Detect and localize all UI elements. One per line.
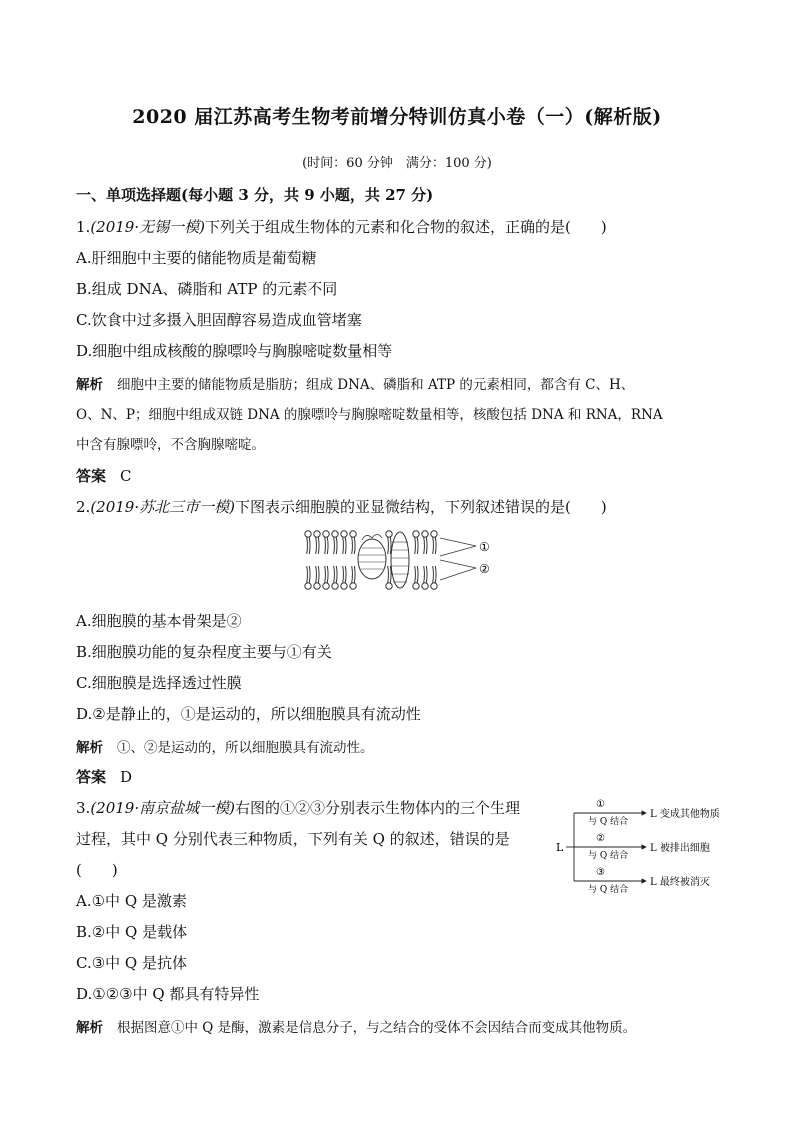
question-source: (2019·无锡一模): [90, 218, 205, 236]
branch-label: 与 Q 结合: [588, 851, 629, 861]
phospholipid-tail: [309, 537, 310, 554]
phospholipid-tail: [325, 537, 326, 554]
phospholipid-head: [350, 531, 356, 537]
phospholipid-head: [305, 531, 311, 537]
option-c: C.饮食中过多摄入胆固醇容易造成血管堵塞: [76, 311, 362, 329]
phospholipid-tail: [435, 566, 436, 583]
phospholipid-tail: [345, 537, 346, 554]
question-stem-line: ( ): [76, 861, 118, 879]
answer-line: [76, 465, 132, 486]
question-source: (2019·苏北三市一模): [90, 498, 235, 516]
phospholipid-head: [386, 531, 392, 537]
question-1: [76, 216, 607, 237]
phospholipid-tail: [334, 537, 335, 554]
answer-line: [76, 766, 132, 787]
option-b: B.组成 DNA、磷脂和 ATP 的元素不同: [76, 280, 338, 298]
phospholipid-tail: [334, 566, 335, 583]
option-a: A.细胞膜的基本骨架是②: [76, 612, 242, 630]
phospholipid-tail: [318, 537, 319, 554]
phospholipid-tail: [318, 566, 319, 583]
section-heading: 一、单项选择题(每小题 3 分，共 9 小题，共 27 分): [76, 186, 434, 204]
option-d: D.②是静止的，①是运动的，所以细胞膜具有流动性: [76, 705, 421, 723]
analysis-text: ①、②是运动的，所以细胞膜具有流动性。: [117, 740, 374, 756]
answer-value: C: [120, 467, 132, 485]
phospholipid-head: [314, 583, 320, 589]
phospholipid-tail: [354, 566, 355, 583]
phospholipid-tail: [388, 537, 389, 554]
phospholipid-tail: [327, 566, 328, 583]
cell-membrane-diagram: [300, 528, 510, 594]
analysis-text: 根据图意①中 Q 是酶，激素是信息分子，与之结合的受体不会因结合而变成其他物质。: [117, 1020, 637, 1036]
phospholipid-tail: [354, 537, 355, 554]
phospholipid-head: [305, 583, 311, 589]
phospholipid-head: [413, 583, 419, 589]
phospholipid-tail: [336, 537, 337, 554]
exam-info: (时间：60 分钟 满分：100 分): [302, 156, 492, 171]
phospholipid-tail: [435, 537, 436, 554]
phospholipid-head: [341, 531, 347, 537]
phospholipid-tail: [415, 537, 416, 554]
question-number: 1.: [76, 218, 91, 236]
question-3: [76, 797, 520, 818]
phospholipid-tail: [415, 566, 416, 583]
phospholipid-head: [314, 531, 320, 537]
phospholipid-tail: [325, 566, 326, 583]
phospholipid-tail: [343, 566, 344, 583]
phospholipid-tail: [424, 566, 425, 583]
phospholipid-tail: [345, 566, 346, 583]
phospholipid-head: [431, 531, 437, 537]
phospholipid-tail: [309, 566, 310, 583]
start-label: L: [556, 841, 564, 854]
question-stem: 下图表示细胞膜的亚显微结构，下列叙述错误的是( ): [234, 498, 607, 516]
question-source: (2019·南京盐城一模): [90, 799, 235, 817]
phospholipid-tail: [424, 537, 425, 554]
phospholipid-tail: [417, 566, 418, 583]
answer-value: D: [120, 768, 133, 786]
phospholipid-head: [332, 583, 338, 589]
option-d: D.细胞中组成核酸的腺嘌呤与胸腺嘧啶数量相等: [76, 342, 393, 360]
label-1: ①: [479, 540, 490, 554]
analysis-label: 解析: [76, 740, 103, 756]
option-b: B.②中 Q 是载体: [76, 923, 188, 941]
branch-label: 与 Q 结合: [588, 817, 629, 827]
question-stem: 下列关于组成生物体的元素和化合物的叙述，正确的是( ): [204, 218, 607, 236]
analysis-line: [76, 736, 374, 756]
branch-mark: ③: [596, 867, 605, 878]
phospholipid-tail: [307, 537, 308, 554]
analysis-text: 细胞中主要的储能物质是脂肪；组成 DNA、磷脂和 ATP 的元素相同，都含有 C、H、: [117, 377, 635, 393]
question-stem-line: 过程，其中 Q 分别代表三种物质，下列有关 Q 的叙述，错误的是: [76, 830, 510, 848]
option-b: B.细胞膜功能的复杂程度主要与①有关: [76, 643, 332, 661]
option-d: D.①②③中 Q 都具有特异性: [76, 985, 260, 1003]
phospholipid-tail: [426, 566, 427, 583]
phospholipid-tail: [433, 566, 434, 583]
analysis-line: [76, 1016, 636, 1036]
phospholipid-tail: [343, 537, 344, 554]
branch-label: 与 Q 结合: [588, 885, 629, 895]
branch-result: L 最终被消灭: [650, 877, 710, 888]
phospholipid-tail: [352, 537, 353, 554]
phospholipid-tail: [336, 566, 337, 583]
phospholipid-head: [422, 583, 428, 589]
phospholipid-tail: [327, 537, 328, 554]
phospholipid-tail: [426, 537, 427, 554]
phospholipid-head: [332, 531, 338, 537]
question-number: 3.: [76, 799, 91, 817]
branch-mark: ②: [596, 833, 605, 844]
phospholipid-head: [413, 531, 419, 537]
answer-label: 答案: [76, 768, 107, 786]
phospholipid-head: [422, 531, 428, 537]
phospholipid-head: [341, 583, 347, 589]
option-c: C.细胞膜是选择透过性膜: [76, 674, 242, 692]
phospholipid-tail: [316, 566, 317, 583]
phospholipid-head: [350, 583, 356, 589]
transmembrane-protein: [391, 532, 409, 588]
phospholipid-tail: [316, 537, 317, 554]
question-number: 2.: [76, 498, 91, 516]
option-a: A.①中 Q 是激素: [76, 892, 187, 910]
analysis-line: O、N、P；细胞中组成双链 DNA 的腺嘌呤与胸腺嘧啶数量相等，核酸包括 DNA 和 RNA，RNA: [76, 407, 663, 423]
analysis-label: 解析: [76, 1020, 103, 1036]
phospholipid-head: [323, 531, 329, 537]
option-a: A.肝细胞中主要的储能物质是葡萄糖: [76, 249, 317, 267]
question-stem: 右图的①②③分别表示生物体内的三个生理: [234, 799, 520, 817]
branch-mark: ①: [596, 799, 605, 810]
analysis-label: 解析: [76, 377, 103, 393]
branch-result: L 被排出细胞: [650, 843, 710, 854]
phospholipid-head: [431, 583, 437, 589]
label-2: ②: [479, 562, 490, 576]
membrane-protein: [358, 539, 386, 579]
process-diagram: [554, 796, 744, 900]
option-c: C.③中 Q 是抗体: [76, 954, 187, 972]
phospholipid-head: [323, 583, 329, 589]
answer-label: 答案: [76, 467, 107, 485]
phospholipid-tail: [417, 537, 418, 554]
branch-result: L 变成其他物质: [650, 809, 720, 820]
analysis-line: 中含有腺嘌呤，不含胸腺嘧啶。: [76, 437, 265, 453]
analysis-line: [76, 373, 634, 393]
phospholipid-tail: [388, 566, 389, 583]
phospholipid-head: [386, 583, 392, 589]
phospholipid-tail: [433, 537, 434, 554]
phospholipid-tail: [352, 566, 353, 583]
phospholipid-tail: [307, 566, 308, 583]
page-title: 2020 届江苏高考生物考前增分特训仿真小卷（一）(解析版): [132, 106, 662, 128]
question-2: [76, 496, 607, 517]
